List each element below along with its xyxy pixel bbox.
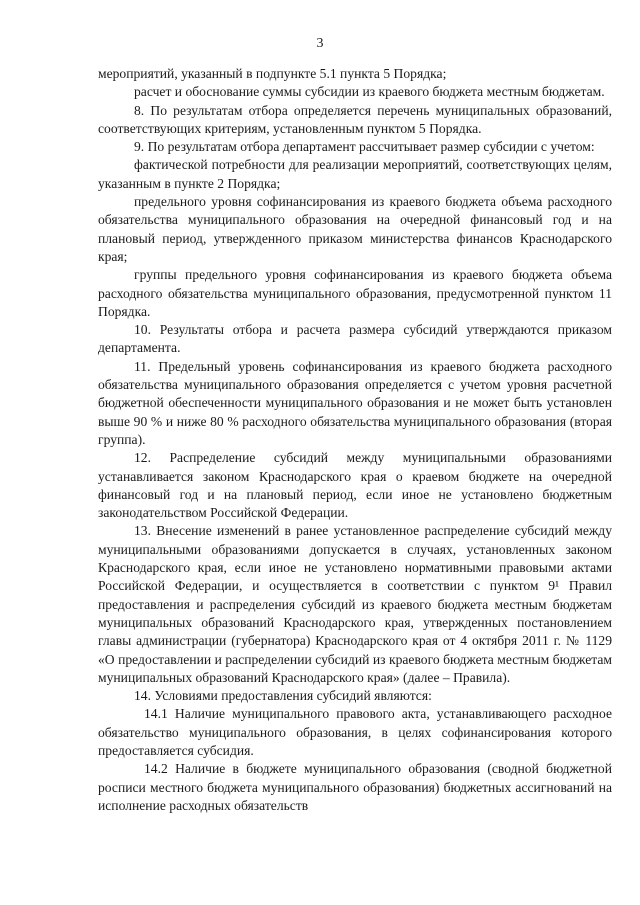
paragraph-12: 14. Условиями предоставления субсидий являются:: [134, 688, 432, 704]
paragraph-4: 9. По результатам отбора департамент рассчитывает размер субсидии с учетом:: [134, 139, 595, 155]
paragraph-1: мероприятий, указанный в подпункте 5.1 пункта 5 Порядка;: [98, 66, 447, 81]
document-body: [98, 65, 612, 815]
paragraph-11: 13. Внесение изменений в ранее установленное распределение субсидий между муниципальными образованиями допускается в случаях, установленных законом Краснодарского края, если иное не установлено нормативными правовыми актами Российской Федерации, и осуществляется в соответствии с пунктом 9¹ Правил предоставления и распределения субсидий из краевого бюджета местным бюджетам муниципальных образований Краснодарского края, утвержденных постановлением главы администрации (губернатора) Краснодарского края от 4 октября 2011 г. № 1129 «О предоставлении и распределении субсидий из краевого бюджета местным бюджетам муниципальных образований Краснодарского края» (далее – Правила).: [98, 523, 612, 685]
page-number: 3: [316, 36, 324, 51]
paragraph-3: 8. По результатам отбора определяется перечень муниципальных образований, соответствующих критериям, установленным пунктом 5 Порядка.: [98, 102, 612, 136]
paragraph-6: предельного уровня софинансирования из краевого бюджета объема расходного обязательства муниципального образования на очередной финансовый год и на плановый период, утвержденного приказом министерства финансов Краснодарского края;: [98, 194, 612, 264]
paragraph-8: 10. Результаты отбора и расчета размера субсидий утверждаются приказом департамента.: [98, 322, 612, 356]
paragraph-9: 11. Предельный уровень софинансирования из краевого бюджета расходного обязательства муниципального образования определяется с учетом уровня расчетной бюджетной обеспеченности муниципального образования и не может быть установлен выше 90 % и ниже 80 % расходного обязательства муниципального образования (вторая группа).: [98, 358, 612, 447]
paragraph-10: 12. Распределение субсидий между муниципальными образованиями устанавливается законом Краснодарского края о краевом бюджете на очередной финансовый год и на плановый период, если иное не установлено бюджетным законодательством Российской Федерации.: [98, 450, 612, 521]
paragraph-2: расчет и обоснование суммы субсидии из краевого бюджета местным бюджетам.: [134, 84, 605, 100]
paragraph-5: фактической потребности для реализации мероприятий, соответствующих целям, указанным в пункте 2 Порядка;: [98, 157, 612, 191]
paragraph-13: 14.1 Наличие муниципального правового акта, устанавливающего расходное обязательство муниципального образования, в целях софинансирования которого предоставляется субсидия.: [98, 706, 612, 758]
paragraph-14: 14.2 Наличие в бюджете муниципального образования (сводной бюджетной росписи местного бюджета муниципального образования) бюджетных ассигнований на исполнение расходных обязательств: [98, 761, 612, 813]
paragraph-7: группы предельного уровня софинансирования из краевого бюджета объема расходного обязательства муниципального образования, предусмотренной пунктом 11 Порядка.: [98, 267, 612, 319]
